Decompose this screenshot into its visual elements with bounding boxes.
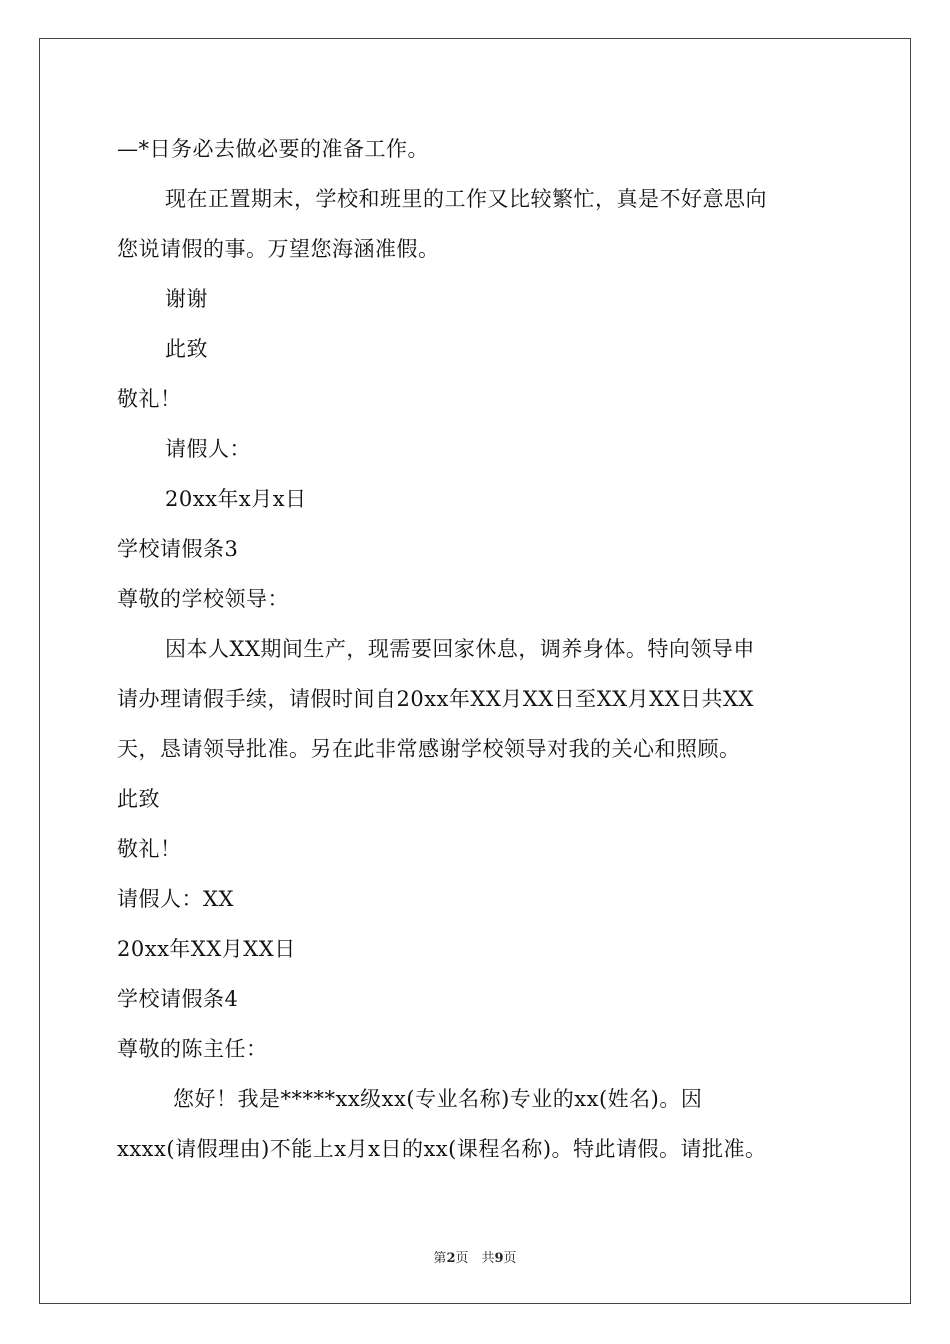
salutation: 尊敬的陈主任： [117,1037,268,1061]
document-body [117,128,837,1178]
text-line: 20xx年x月x日 [165,487,307,511]
text-line: 天，恳请领导批准。另在此非常感谢学校领导对我的关心和照顾。 [117,737,741,761]
text-line: 敬礼！ [117,387,182,411]
text-line: 此致 [117,787,160,811]
text-line: 请办理请假手续，请假时间自20xx年XX月XX日至XX月XX日共XX [117,687,754,711]
text-line: 您说请假的事。万望您海涵准假。 [117,237,440,261]
text-line: 20xx年XX月XX日 [117,937,296,961]
text-line: 请假人： [165,437,251,461]
text-line: 请假人：XX [117,887,234,911]
section-heading: 学校请假条3 [117,537,239,561]
current-page-number: 2 [446,1251,456,1266]
footer-suffix: 页 [503,1251,517,1266]
footer-mid: 页 共 [455,1251,495,1266]
footer-prefix: 第 [433,1251,447,1266]
text-line: 此致 [165,337,208,361]
page-footer [0,1247,950,1266]
text-line: xxxx(请假理由)不能上x月x日的xx(课程名称)。特此请假。请批准。 [117,1137,767,1161]
text-line: 您好！我是*****xx级xx(专业名称)专业的xx(姓名)。因 [173,1087,703,1111]
text-line: 谢谢 [165,287,208,311]
text-line: —*日务必去做必要的准备工作。 [117,137,429,161]
section-heading: 学校请假条4 [117,987,239,1011]
text-line: 敬礼！ [117,837,182,861]
text-line: 现在正置期末，学校和班里的工作又比较繁忙，真是不好意思向 [165,187,767,211]
total-page-number: 9 [494,1251,504,1266]
salutation: 尊敬的学校领导： [117,587,289,611]
text-line: 因本人XX期间生产，现需要回家休息，调养身体。特向领导申 [165,637,755,661]
